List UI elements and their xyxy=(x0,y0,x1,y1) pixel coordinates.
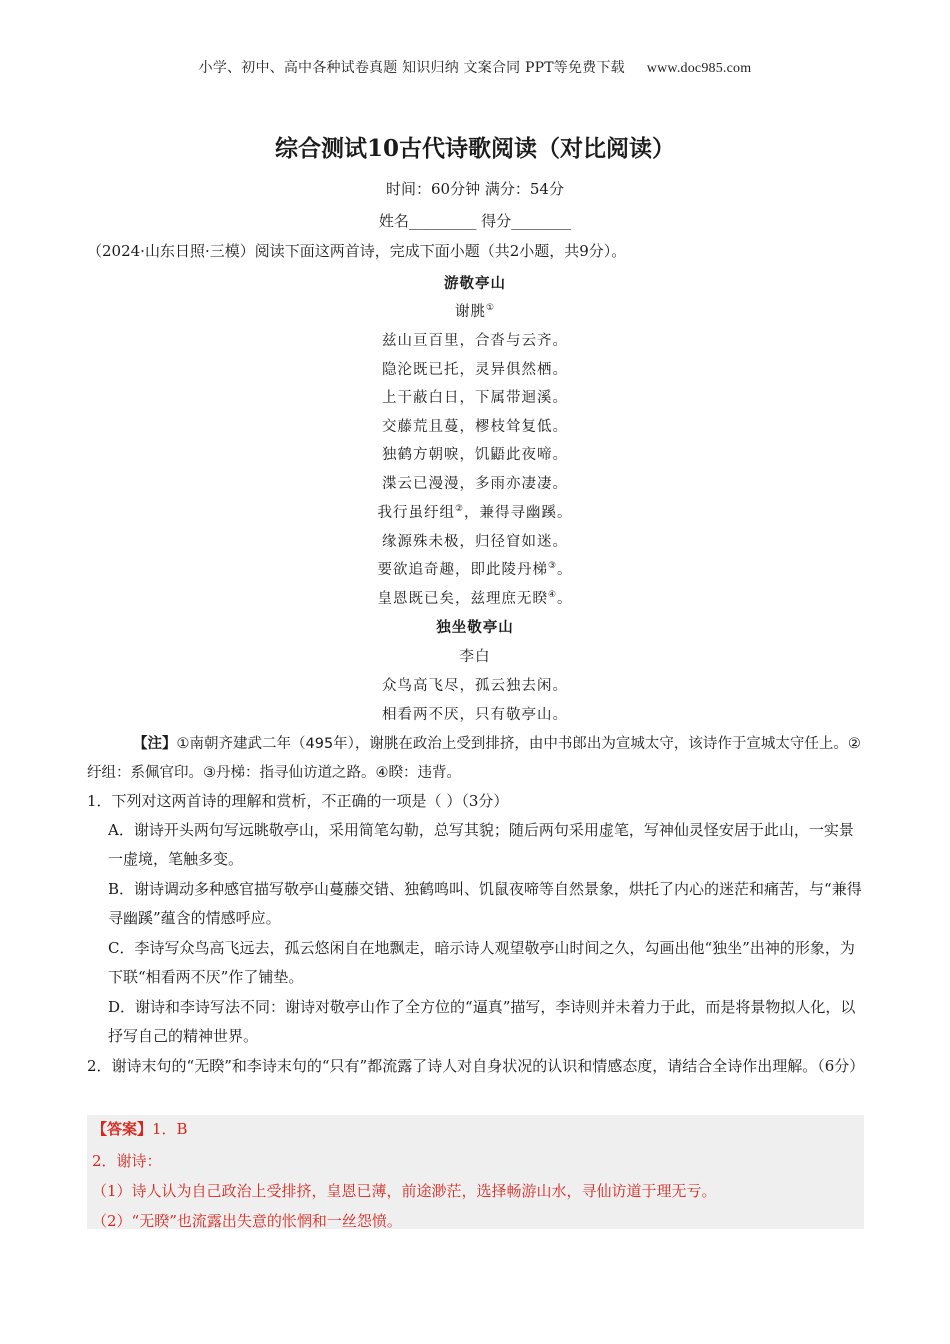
option-d: D．谢诗和李诗写法不同：谢诗对敬亭山作了全方位的“逼真”描写，李诗则并未着力于此，而是将景物拟人化，以抒写自己的精神世界。 xyxy=(108,998,856,1045)
poem1-line: 隐沦既已托，灵异俱然栖。 xyxy=(382,362,568,378)
poem1-line: 独鹤方朝唳，饥鼯此夜啼。 xyxy=(382,447,568,463)
poem1-line: 上干蔽白日，下属带迴溪。 xyxy=(382,390,568,406)
page-title: 综合测试10古代诗歌阅读（对比阅读） xyxy=(274,135,675,162)
note-label: 【注】 xyxy=(133,736,177,752)
option-c: C．李诗写众鸟高飞远去，孤云悠闲自在地飘走，暗示诗人观望敬亭山时间之久，勾画出他“独坐”出神的形象，为下联“相看两不厌”作了铺垫。 xyxy=(108,939,855,986)
poem1-line: 交藤荒且蔓，樛枝耸复低。 xyxy=(382,419,568,435)
poem2-line: 众鸟高飞尽，孤云独去闲。 xyxy=(382,678,568,694)
instruction-text: （2024·山东日照·三模）阅读下面这两首诗，完成下面小题（共2小题，共9分）。 xyxy=(87,242,627,260)
time-score-line: 时间：60分钟 满分：54分 xyxy=(386,180,564,198)
question-1: 1．下列对这两首诗的理解和赏析，不正确的一项是（ ）（3分） xyxy=(87,792,509,810)
poem1-line-text: 要欲追奇趣，即此陵丹梯 xyxy=(377,562,548,578)
poem1-line xyxy=(0,501,950,522)
poem2-author: 李白 xyxy=(459,649,491,665)
poem1-author-name: 谢朓 xyxy=(454,304,486,320)
poem1-author xyxy=(0,300,950,321)
question-2: 2．谢诗末句的“无睽”和李诗末句的“只有”都流露了诗人对自身状况的认识和情感态度，请结合全诗作出理解。（6分） xyxy=(87,1057,865,1075)
poem1-line xyxy=(0,587,950,608)
answer-2-point-2: （2）“无睽”也流露出失意的怅惘和一丝怨愤。 xyxy=(92,1212,402,1230)
answer-2-head: 2．谢诗： xyxy=(92,1152,162,1170)
poem1-author-note-mark: ① xyxy=(485,303,496,314)
note-text: ①南朝齐建武二年（495年），谢朓在政治上受到排挤，由中书郎出为宣城太守，该诗作于宣城太守任上。②纡组：系佩官印。③丹梯：指寻仙访道之路。④睽：违背。 xyxy=(87,736,861,781)
poem1-line-text: 皇恩既已矣，兹理庶无睽 xyxy=(377,591,548,607)
poem2-line: 相看两不厌，只有敬亭山。 xyxy=(382,707,568,723)
poem1-line-text: 我行虽纡组 xyxy=(377,505,455,521)
poem2-title: 独坐敬亭山 xyxy=(436,620,514,636)
footnote-mark: ③ xyxy=(547,561,558,572)
poem1-line: 渫云已漫漫，多雨亦凄凄。 xyxy=(382,476,568,492)
annotation-note xyxy=(87,730,862,788)
answer-2-point-1: （1）诗人认为自己政治上受排挤，皇恩已薄，前途渺茫，选择畅游山水，寻仙访道于理无亏。 xyxy=(92,1182,717,1200)
poem1-line: 兹山亘百里，合沓与云齐。 xyxy=(382,333,568,349)
poem1-line-text: 。 xyxy=(557,591,573,607)
page-header xyxy=(0,57,950,77)
header-text: 小学、初中、高中各种试卷真题 知识归纳 文案合同 PPT等免费下载 xyxy=(198,60,625,76)
answer-label: 【答案】 xyxy=(92,1120,153,1138)
poem1-title: 游敬亭山 xyxy=(444,276,506,292)
header-site-link[interactable]: www.doc985.com xyxy=(646,61,752,76)
poem1-line: 缘源殊未极，归径窅如迷。 xyxy=(382,534,568,550)
option-a: A．谢诗开头两句写远眺敬亭山，采用简笔勾勒，总写其貌；随后两句采用虚笔，写神仙灵怪安居于此山，一实景一虚境，笔触多变。 xyxy=(108,821,854,868)
answer-line-1 xyxy=(92,1118,188,1139)
poem1-line-text: 。 xyxy=(557,562,573,578)
answer-1: 1．B xyxy=(152,1120,188,1138)
poem1-line-text: ，兼得寻幽蹊。 xyxy=(464,505,573,521)
name-score-line: 姓名_________ 得分________ xyxy=(378,212,572,230)
footnote-mark: ④ xyxy=(547,590,558,601)
option-b: B．谢诗调动多种感官描写敬亭山蔓藤交错、独鹤鸣叫、饥鼠夜啼等自然景象，烘托了内心的迷茫和痛苦，与“兼得寻幽蹊”蕴含的情感呼应。 xyxy=(108,880,862,927)
footnote-mark: ② xyxy=(454,504,465,515)
poem1-line xyxy=(0,558,950,579)
